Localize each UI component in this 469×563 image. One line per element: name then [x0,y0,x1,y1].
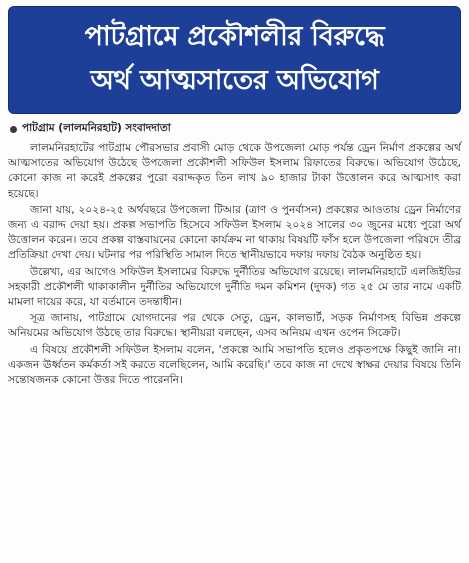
headline-line-2: অর্থ আত্মসাতের অভিযোগ [90,65,379,96]
paragraph-5: এ বিষয়ে প্রকৌশলী সফিউল ইসলাম বলেন, 'প্রকল্পে আমি সভাপতি হলেও প্রকৃতপক্ষে কিছুই জানি না। একজন ঊর্ধ্বতন কর্মকর্তা সই করতে বলেছিলেন, আমি করেছি।' তবে কাজ না দেখে স্বাক্ষর দেয়ার বিষয়ে তিনি সন্তোষজনক কোনো উত্তর দিতে পারেননি। [8,343,461,387]
paragraph-1: লালমনিরহাটের পাটগ্রাম পৌরসভার প্রবাসী মোড় থেকে উপজেলা মোড় পর্যন্ত ড্রেন নির্মাণ প্রকল্পের অর্থ আত্মসাতের অভিযোগ উঠেছে উপজেলা প্রকৌশলী সফিউল ইসলাম রিফাতের বিরুদ্ধে। অভিযোগ উঠেছে, কোনো কাজ না করেই প্রকল্পের পুরো বরাদ্দকৃত তিন লাখ ৯০ হাজার টাকা উত্তোলন করে আত্মসাৎ করা হয়েছে। [8,142,461,200]
article-body [8,141,461,388]
byline-text: পাটগ্রাম (লালমনিরহাট) সংবাদদাতা [22,121,171,134]
headline-line-1: পাটগ্রামে প্রকৌশলীর বিরুদ্ধে [84,21,385,52]
headline-banner [8,6,461,114]
paragraph-4: সূত্র জানায়, পাটগ্রামে যোগদানের পর থেকে সেতু, ড্রেন, কালভার্ট, সড়ক নির্মাণসহ বিভিন্ন প্রকল্পে অনিয়মের অভিযোগ উঠছে তার বিরুদ্ধে। স্থানীয়রা বলছেন, এসব অনিয়ম এখন ওপেন সিক্রেট। [8,312,461,340]
paragraph-3: উল্লেখ্য, এর আগেও সফিউল ইসলামের বিরুদ্ধে দুর্নীতির অভিযোগ রয়েছে। লালমনিরহাটে এলজিইডির সহকারী প্রকৌশলী থাকাকালীন দুর্নীতির অভিযোগে দুর্নীতি দমন কমিশন (দুদক) গত ২৫ মে তার নামে একটি মামলা দায়ের করে, যা বর্তমানে তদন্তাধীন। [8,265,461,309]
byline [10,122,461,136]
paragraph-2: জানা যায়, ২০২৪-২৫ অর্থবছরে উপজেলা টিআর (ত্রাণ ও পুনর্বাসন) প্রকল্পের আওতায় ড্রেন নির্মাণের জন্য এ বরাদ্দ দেয়া হয়। প্রকল্প সভাপতি হিসেবে সফিউল ইসলাম ২০২৪ সালের ৩০ জুনের মধ্যে পুরো অর্থ উত্তোলন করেন। তবে প্রকল্প বাস্তবায়নের কোনো কার্যক্রম না থাকায় বিষয়টি ফাঁস হলে উপজেলা পরিষদে তীব্র প্রতিক্রিয়া দেখা দেয়। ঘটনার পর পরিস্থিতি সামাল দিতে স্থানীয়ভাবে দফায় দফায় বৈঠক অনুষ্ঠিত হয়। [8,203,461,262]
bullet-dot-icon [10,126,17,133]
